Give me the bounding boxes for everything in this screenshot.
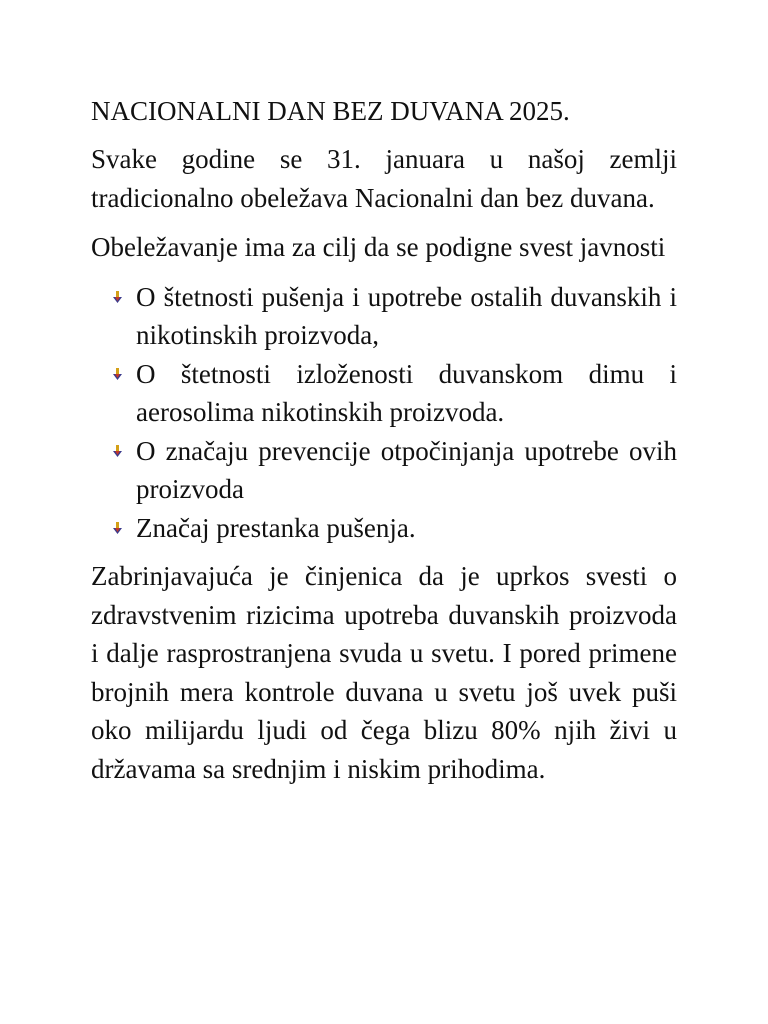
list-item — [136, 355, 677, 432]
arrow-down-bullet-icon — [112, 368, 123, 381]
goal-paragraph: Obeležavanje ima za cilj da se podigne svest javnosti — [91, 232, 666, 262]
intro-paragraph: Svake godine se 31. januara u našoj zemlji tradicionalno obeležava Nacionalni dan bez duvana. — [91, 144, 677, 213]
document-page — [91, 92, 677, 799]
arrow-down-bullet-icon — [112, 291, 123, 304]
list-item-text: Značaj prestanka pušenja. — [136, 512, 416, 543]
document-title: NACIONALNI DAN BEZ DUVANA 2025. — [91, 96, 570, 126]
goals-list — [91, 278, 677, 548]
list-item — [136, 278, 677, 355]
list-item-text: O značaju prevencije otpočinjanja upotrebe ovih proizvoda — [136, 435, 677, 504]
arrow-down-bullet-icon — [112, 445, 123, 458]
concern-paragraph: Zabrinjavajuća je činjenica da je uprkos svesti o zdravstvenim rizicima upotreba duvanskih proizvoda i dalje rasprostranjena svuda u svetu. I pored primene brojnih mera kontrole duvana u svetu još uvek puši oko milijardu ljudi od čega blizu 80% njih živi u državama sa srednjim i niskim prihodima. — [91, 561, 677, 784]
list-item-text: O štetnosti izloženosti duvanskom dimu i aerosolima nikotinskih proizvoda. — [136, 358, 677, 427]
list-item — [136, 432, 677, 509]
list-item — [136, 509, 677, 548]
arrow-down-bullet-icon — [112, 522, 123, 535]
list-item-text: O štetnosti pušenja i upotrebe ostalih duvanskih i nikotinskih proizvoda, — [136, 281, 677, 350]
